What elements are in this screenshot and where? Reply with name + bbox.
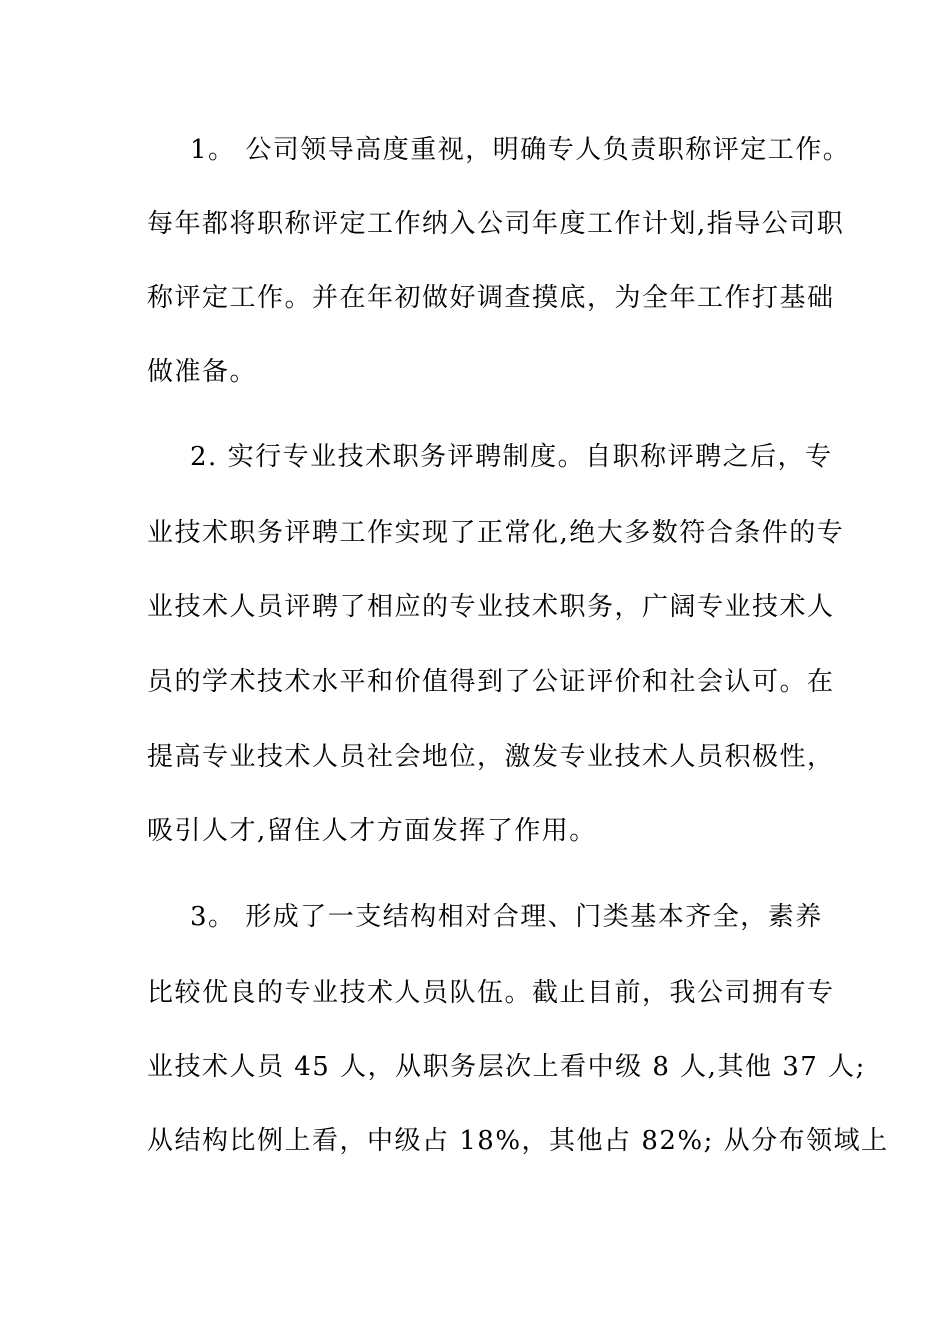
paragraph-2-line-5: 提高专业技术人员社会地位，激发专业技术人员积极性， [147,742,835,772]
paragraph-1-line-4: 做准备。 [147,357,258,387]
paragraph-3-line-3: 业技术人员 45 人，从职务层次上看中级 8 人,其他 37 人; [147,1052,866,1082]
paragraph-3-line-1: 3。 形成了一支结构相对合理、门类基本齐全，素养 [190,902,823,932]
paragraph-2-line-2: 业技术职务评聘工作实现了正常化,绝大多数符合条件的专 [147,518,845,548]
paragraph-3-line-4: 从结构比例上看，中级占 18%，其他占 82%; 从分布领域上 [147,1126,889,1156]
paragraph-2-line-1: 2. 实行专业技术职务评聘制度。自职称评聘之后，专 [190,442,833,472]
paragraph-2-line-4: 员的学术技术水平和价值得到了公证评价和社会认可。在 [147,667,835,697]
paragraph-1-line-3: 称评定工作。并在年初做好调查摸底，为全年工作打基础 [147,283,835,313]
paragraph-2-line-6: 吸引人才,留住人才方面发挥了作用。 [147,816,597,846]
paragraph-1-line-2: 每年都将职称评定工作纳入公司年度工作计划,指导公司职 [147,209,845,239]
paragraph-2-line-3: 业技术人员评聘了相应的专业技术职务，广阔专业技术人 [147,592,835,622]
paragraph-1-line-1: 1。 公司领导高度重视，明确专人负责职称评定工作。 [190,135,851,165]
paragraph-3-line-2: 比较优良的专业技术人员队伍。截止目前，我公司拥有专 [147,978,835,1008]
